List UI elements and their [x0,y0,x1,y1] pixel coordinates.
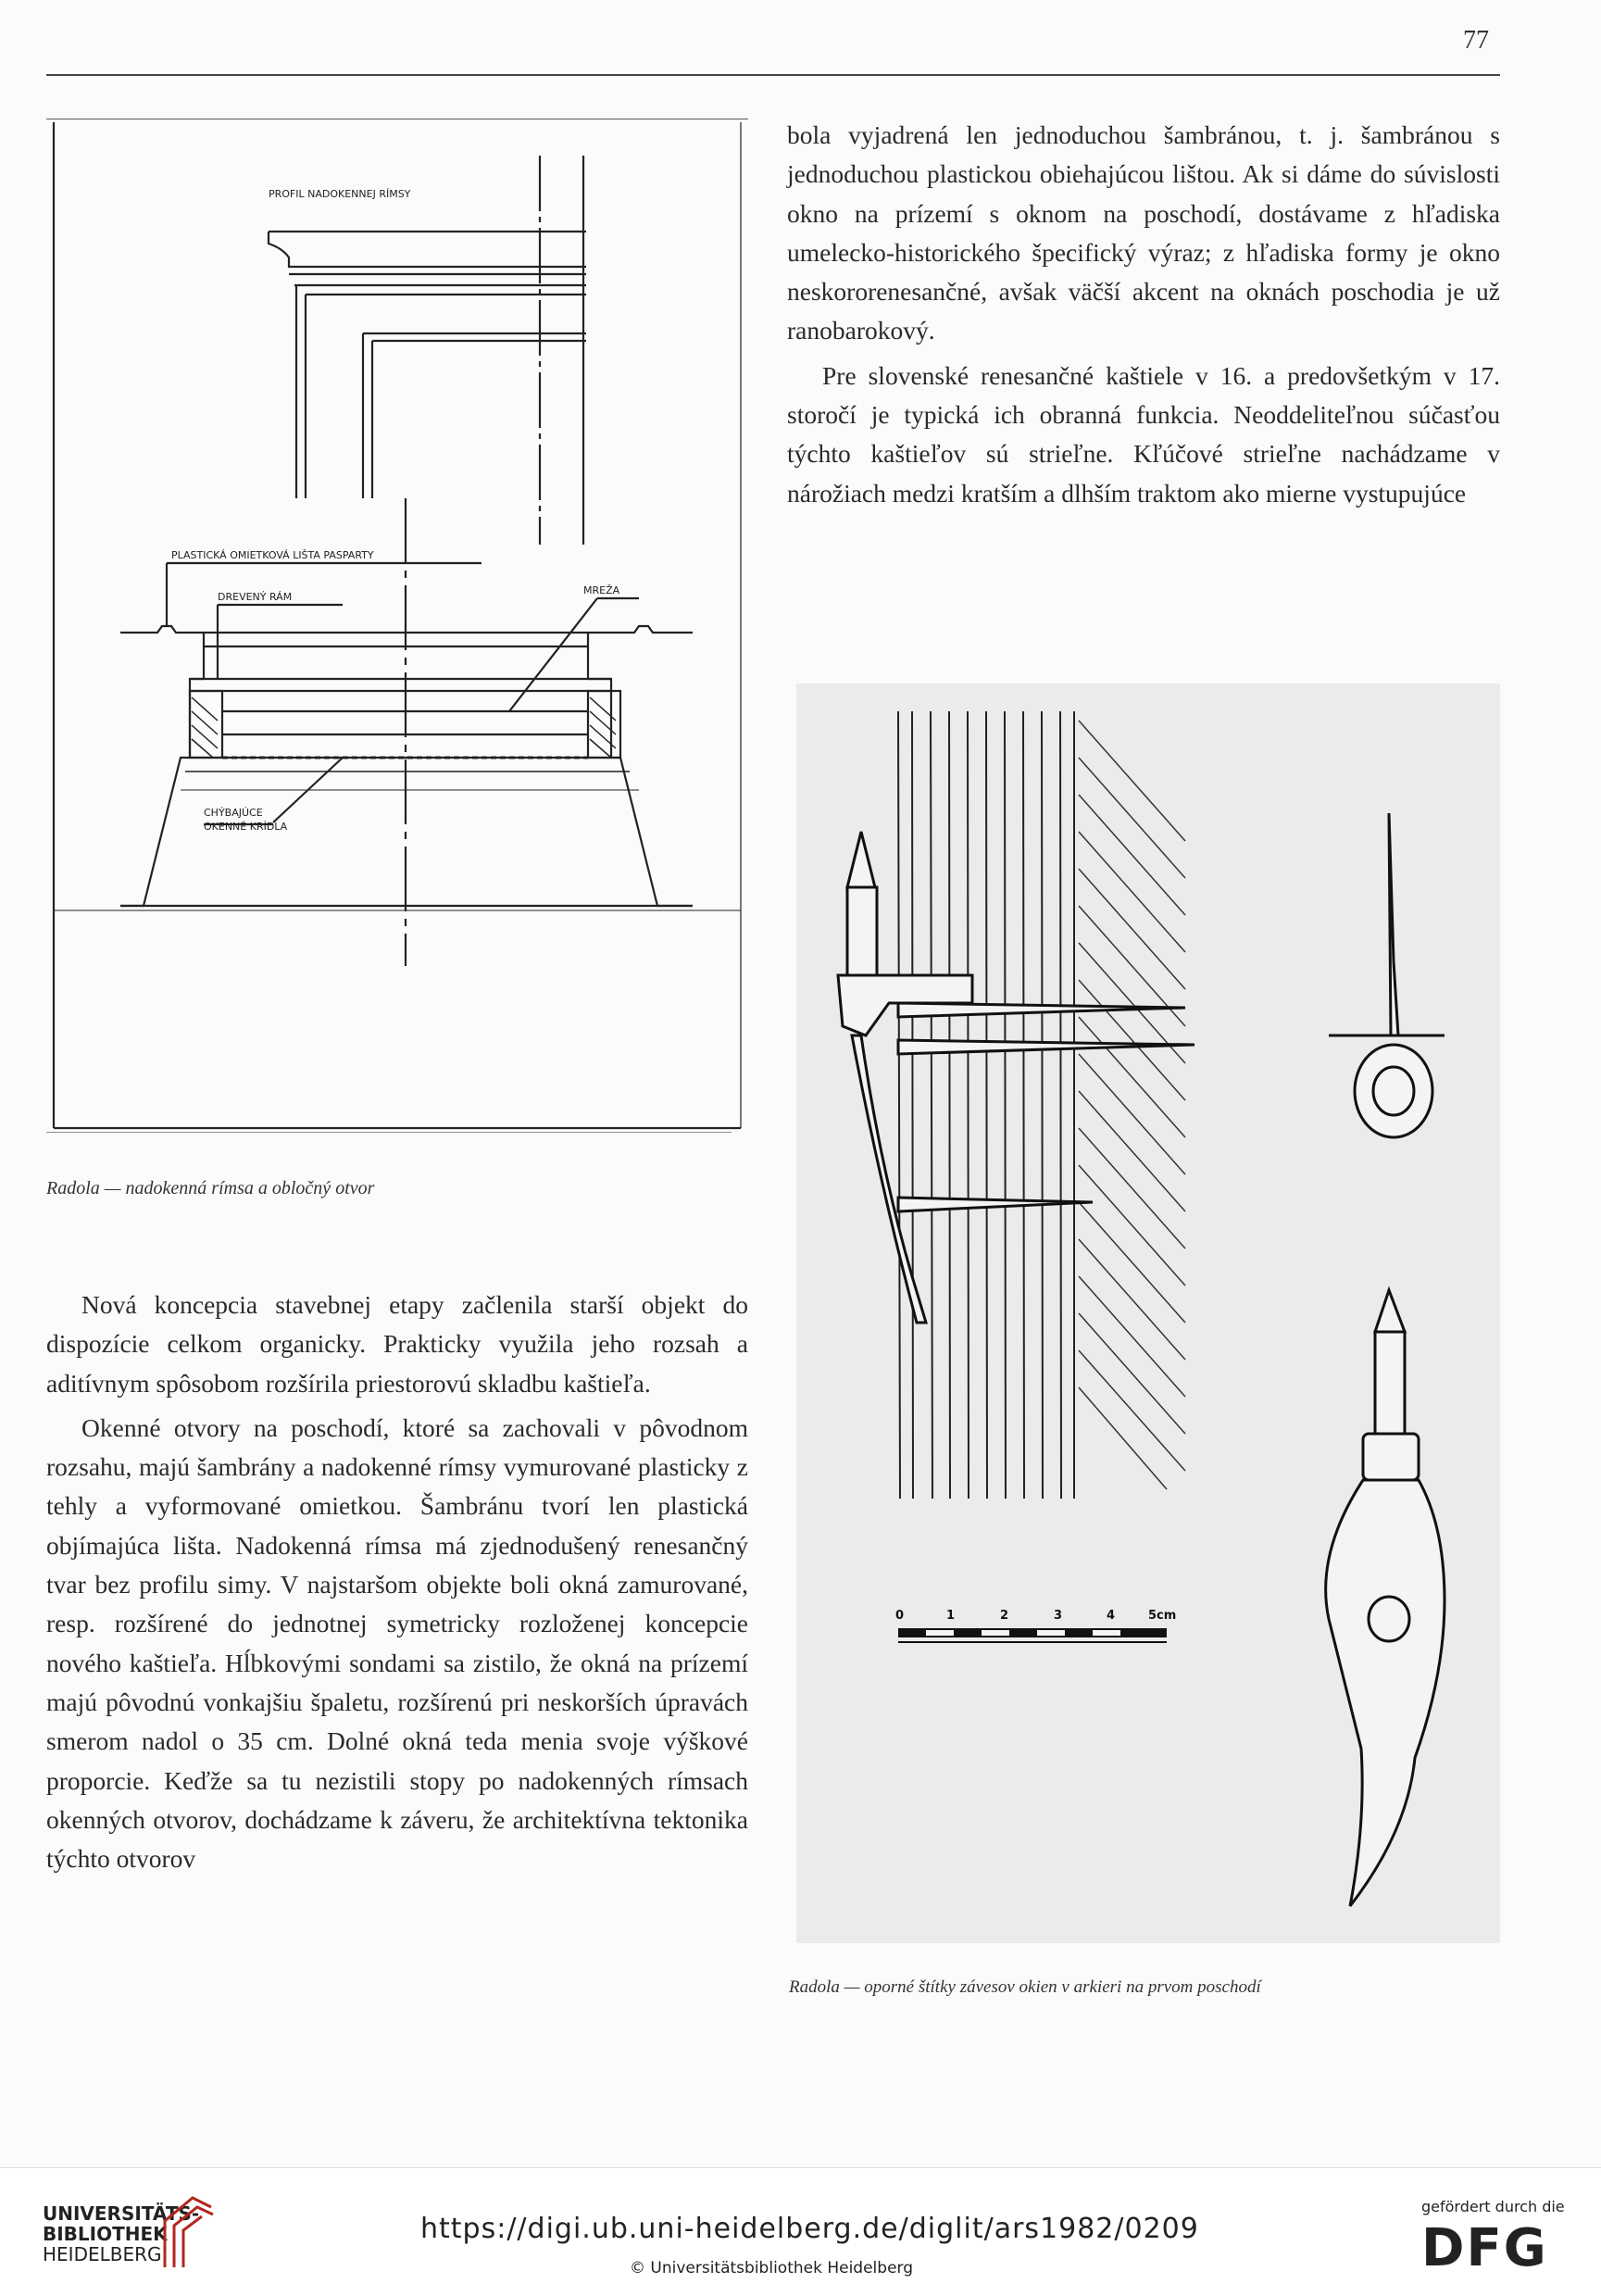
library-line: BIBLIOTHEK [43,2223,168,2245]
library-line: HEIDELBERG [43,2243,162,2265]
library-logo-icon [156,2189,220,2272]
left-column-bottom-text [46,1286,748,1884]
paragraph: Nová koncepcia stavebnej etapy začlenila starší objekt do dispozície celkom organicky. Prakticky využila jeho rozsah a aditívnym spôsobom rozšírila priestorovú skladbu kaštieľa. [46,1290,748,1398]
figure-left-caption: Radola — nadokenná rímsa a obločný otvor [46,1178,375,1198]
scale-label: 2 [1000,1609,1009,1623]
header-rule [46,74,1500,76]
page-number: 77 [1463,26,1489,55]
viewer-footer [0,2167,1601,2296]
label-mreza: MREŽA [583,584,620,596]
scale-label: 4 [1107,1609,1116,1623]
paragraph: bola vyjadrená len jednoduchou šambránou, t. j. šambránou s jednoduchou plastickou obiehajúcou lištou. Ak si dáme do súvislosti okno na prízemí s oknom na poschodí, dostávame z hľadiska umelecko-historického špecifický výraz; z hľadiska formy je okno neskororenesančné, avšak väčší akcent na oknách poschodia je už ranobarokový. [787,120,1500,345]
window-cornice-drawing [46,119,748,1133]
hinge-plates-drawing [796,684,1500,1943]
paragraph: Okenné otvory na poschodí, ktoré sa zachovali v pôvodnom rozsahu, majú šambrány a nadokenné rímsy vymurované plasticky z tehly a vyformované omietkou. Šambránu tvorí len plastická objímajúca lišta. Nadokenná rímsa má zjednodušený renesančný tvar bez profilu simy. V najstaršom objekte boli okná zamurované, resp. rozšírené do jednotnej symetricky rozloženej koncepcie nového kaštieľa. Hĺbkovými sondami sa zistilo, že okná na prízemí majú pôvodnú vonkajšiu špaletu, rozšírenú pri neskorších úpravách smerom nadol o 35 cm. Dolné okná teda menia svoje výškové proporcie. Keďže sa tu nezistili stopy po nadokenných rímsach okenných otvorov, dochádzame k záveru, že architektívna tektonika týchto otvorov [46,1412,748,1874]
scale-label: 3 [1054,1609,1063,1623]
paragraph: Pre slovenské renesančné kaštiele v 16. a predovšetkým v 17. storočí je typická ich obranná funkcia. Neoddeliteľnou súčasťou týchto kaštieľov sú strieľne. Kľúčové strieľne nachádzame v nárožiach medzi kratším a dlhším traktom ako mierne vystupujúce [787,360,1500,508]
label-chybajuce-2: OKENNÉ KRÍDLA [204,821,288,833]
right-column-top-text [787,116,1500,519]
scale-label: 1 [946,1609,956,1623]
label-profil: PROFIL NADOKENNEJ RÍMSY [269,188,411,200]
label-dreveny: DREVENÝ RÁM [218,591,293,603]
dfg-logo: DFG [1421,2218,1548,2278]
scale-label: 5cm [1148,1609,1177,1623]
permalink-url[interactable]: https://digi.ub.uni-heidelberg.de/diglit/ars1982/0209 [420,2213,1199,2245]
copyright-text: © Universitätsbibliothek Heidelberg [630,2259,914,2277]
library-line: UNIVERSITÄTS- [43,2202,200,2225]
funded-by-text: gefördert durch die [1421,2198,1565,2215]
label-plasticka: PLASTICKÁ OMIETKOVÁ LIŠTA PASPARTY [171,549,374,561]
label-chybajuce-1: CHÝBAJÚCE [204,807,263,819]
scale-label: 0 [895,1609,905,1623]
figure-right-caption: Radola — oporné štítky závesov okien v arkieri na prvom poschodí [789,1977,1261,1997]
